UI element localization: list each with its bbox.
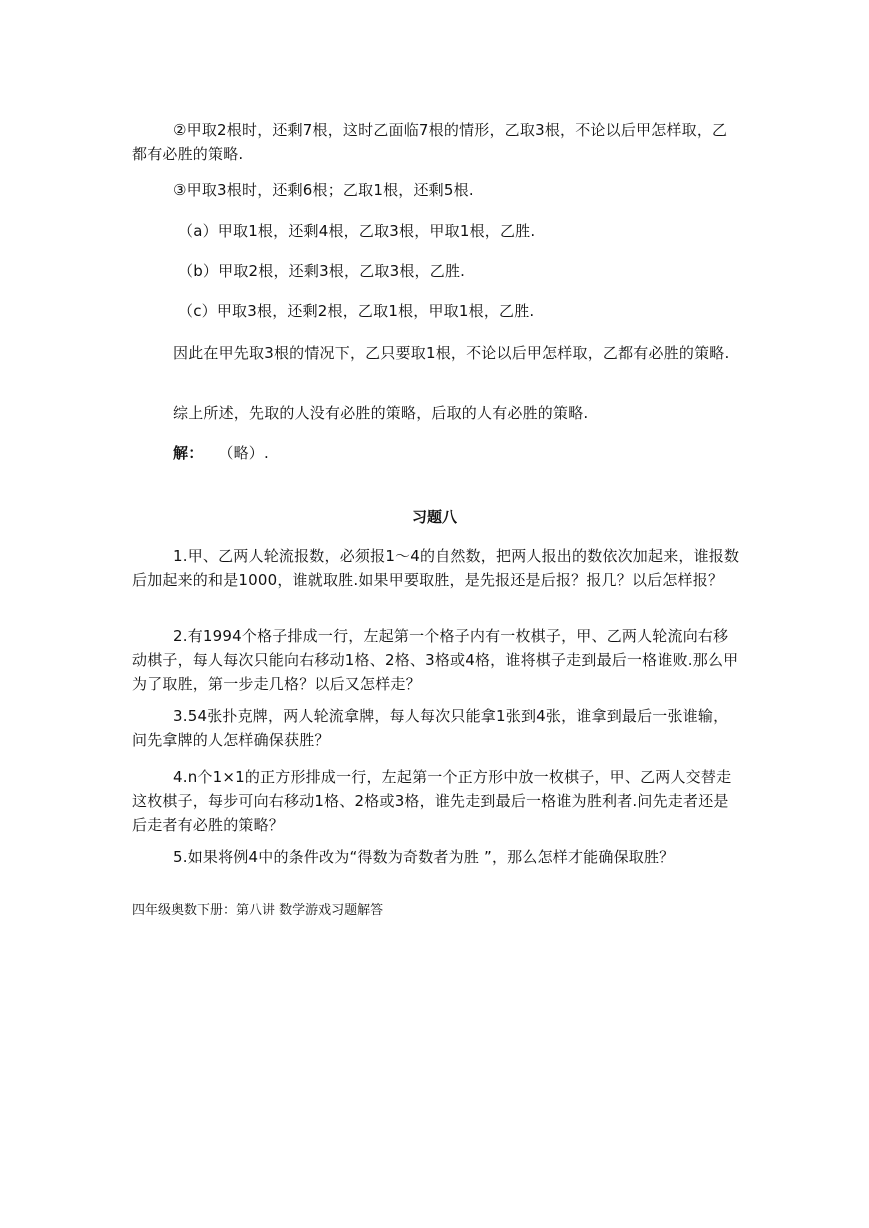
exercise-item-4: 4.n个1×1的正方形排成一行，左起第一个正方形中放一枚棋子，甲、乙两人交替走这枚棋子，每步可向右移动1格、2格或3格，谁先走到最后一格谁为胜利者.问先走者还是后走者有必胜的策略？ [132,768,732,834]
sub-case-a: （a）甲取1根，还剩4根，乙取3根，甲取1根，乙胜. [178,222,536,240]
answer-text: （略）. [218,444,269,462]
case-3-paragraph: ③甲取3根时，还剩6根；乙取1根，还剩5根. [173,181,474,199]
exercise-section-title: 习题八 [411,508,457,526]
sub-case-c: （c）甲取3根，还剩2根，乙取1根，甲取1根，乙胜. [178,302,535,320]
exercise-item-1: 1.甲、乙两人轮流报数，必须报1～4的自然数，把两人报出的数依次加起来，谁报数后加起来的和是1000，谁就取胜.如果甲要取胜，是先报还是后报？报几？以后怎样报？ [132,547,740,589]
answer-line [132,441,742,465]
conclusion-paragraph: 因此在甲先取3根的情况下，乙只要取1根，不论以后甲怎样取，乙都有必胜的策略. [173,344,730,362]
case-2-paragraph: ②甲取2根时，还剩7根，这时乙面临7根的情形，乙取3根，不论以后甲怎样取，乙都有必胜的策略. [132,121,728,163]
summary-paragraph: 综上所述，先取的人没有必胜的策略，后取的人有必胜的策略. [173,404,589,422]
answer-label: 解： [173,444,204,462]
exercise-item-3: 3.54张扑克牌，两人轮流拿牌，每人每次只能拿1张到4张，谁拿到最后一张谁输，问先拿牌的人怎样确保获胜？ [132,707,729,749]
sub-case-b: （b）甲取2根，还剩3根，乙取3根，乙胜. [178,262,466,280]
exercise-item-2: 2.有1994个格子排成一行，左起第一个格子内有一枚棋子，甲、乙两人轮流向右移动棋子，每人每次只能向右移动1格、2格、3格或4格，谁将棋子走到最后一格谁败.那么甲为了取胜，第一步走几格？以后又怎样走？ [132,627,739,693]
page-footer: 四年级奥数下册：第八讲 数学游戏习题解答 [132,903,384,918]
exercise-item-5: 5.如果将例4中的条件改为“得数为奇数者为胜 ”，那么怎样才能确保取胜？ [173,848,675,866]
